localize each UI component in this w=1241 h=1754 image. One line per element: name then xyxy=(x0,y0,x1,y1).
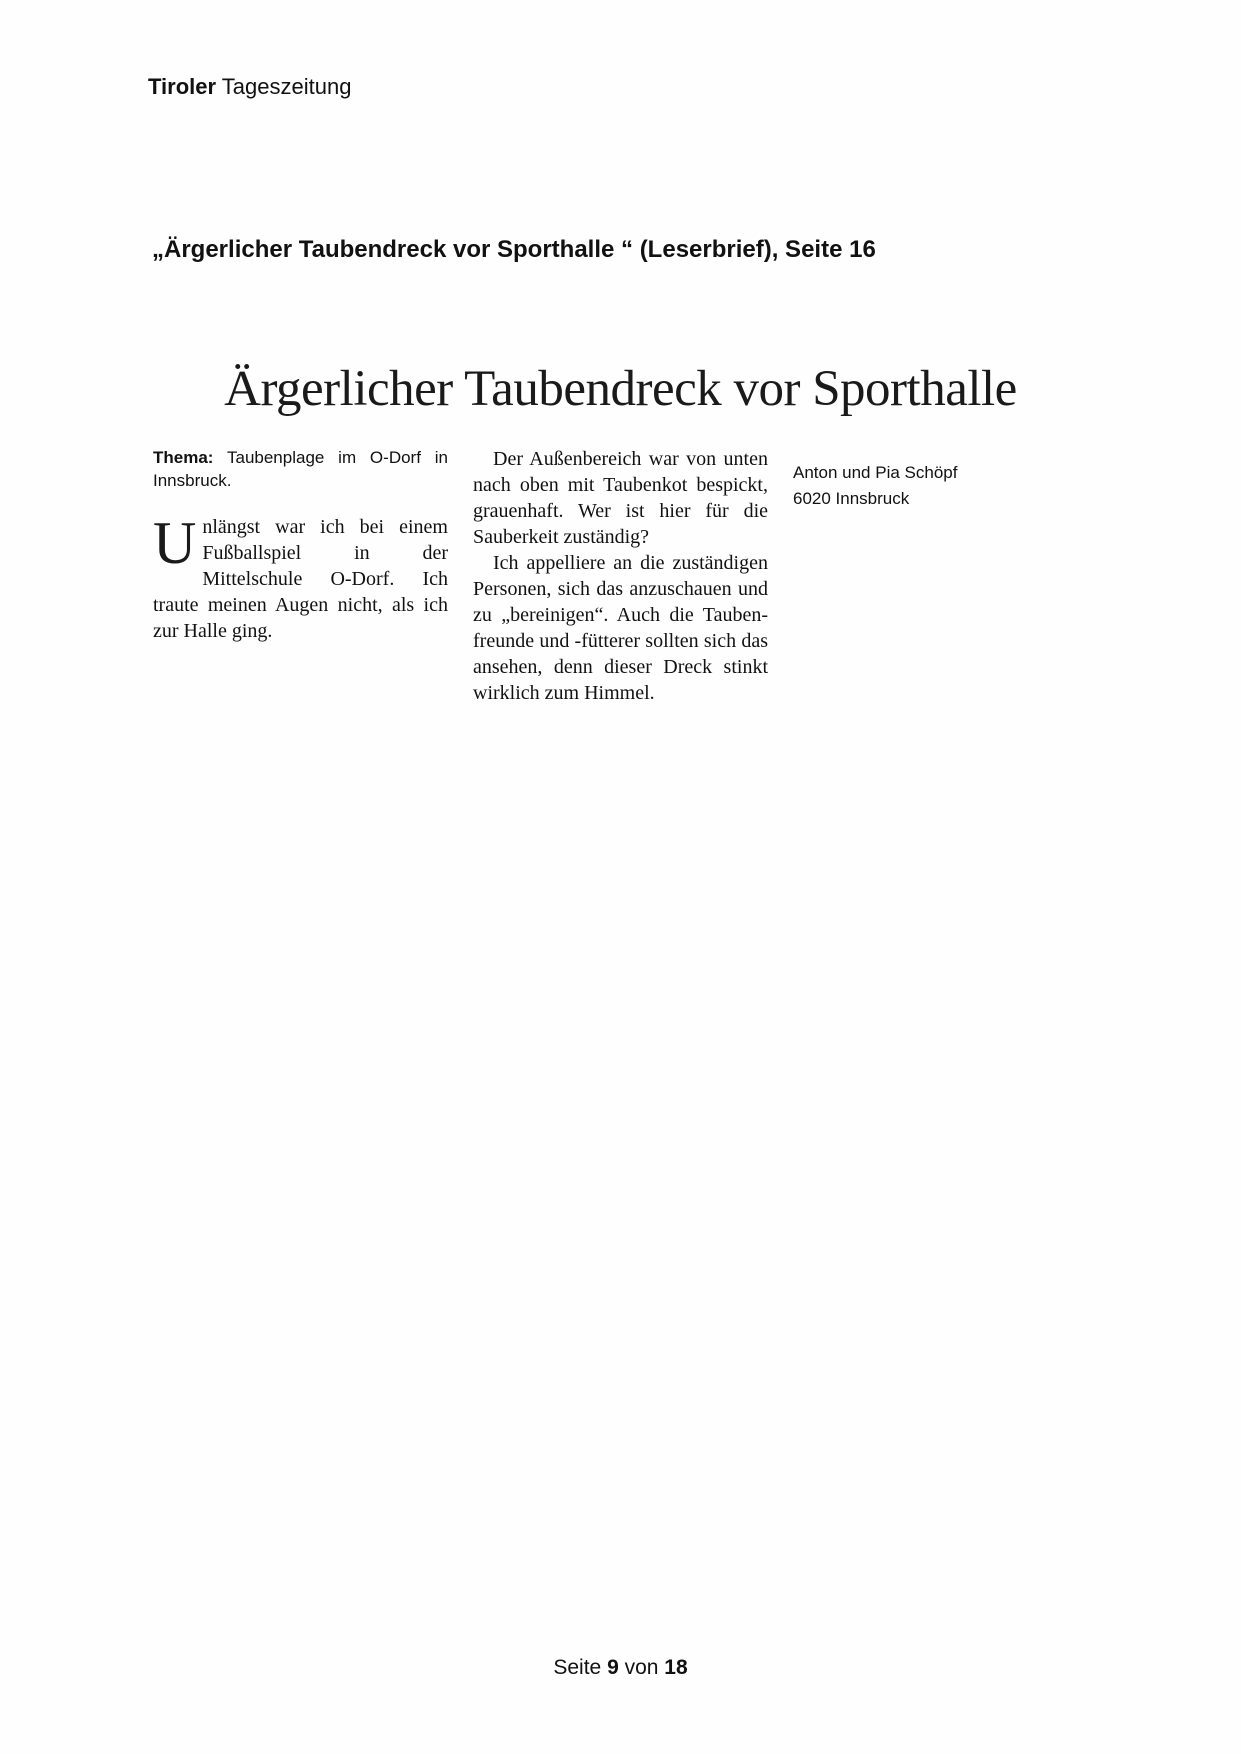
article-paragraph-3: Ich appelliere an die zuständigen Personen, sich das anzuschauen und zu „bereinigen“. Auch die Taubenfreunde und -fütterer sollten sich das ansehen, denn dieser Dreck stinkt wirklich zum Himmel. xyxy=(473,552,768,704)
paragraph-1-text: nlängst war ich bei einem Fußballspiel in der Mittelschule O-Dorf. Ich traute meinen Augen nicht, als ich zur Halle ging. xyxy=(153,516,448,642)
article-headline: Ärgerlicher Taubendreck vor Sporthalle xyxy=(224,361,1017,417)
article-clipping xyxy=(153,360,1088,706)
topic-label: Thema: xyxy=(153,448,214,467)
brand-bold: Tiroler xyxy=(148,74,217,99)
publication-header xyxy=(148,74,351,100)
article-column-3 xyxy=(793,446,1088,706)
brand-regular: Tageszeitung xyxy=(221,74,352,99)
article-column-2 xyxy=(473,446,768,706)
document-title: „Ärgerlicher Taubendreck vor Sporthalle “ (Leserbrief), Seite 16 xyxy=(152,236,876,263)
page-total: 18 xyxy=(664,1656,688,1679)
page-number xyxy=(0,1656,1241,1680)
article-column-1 xyxy=(153,446,448,706)
author-city: 6020 Innsbruck xyxy=(793,489,910,508)
author-name: Anton und Pia Schöpf xyxy=(793,463,958,482)
page-middle: von xyxy=(624,1656,659,1679)
topic-text: Taubenplage im O-Dorf in Innsbruck. xyxy=(153,448,448,490)
article-paragraph-2: Der Außenbereich war von unten nach oben mit Taubenkot bespickt, grauenhaft. Wer ist hier für die Sauberkeit zuständig? xyxy=(473,448,768,548)
article-columns xyxy=(153,446,1088,706)
article-paragraph-1 xyxy=(153,510,448,644)
topic-line xyxy=(153,446,448,492)
author-block xyxy=(793,460,1088,512)
page-prefix: Seite xyxy=(553,1656,602,1679)
page-current: 9 xyxy=(607,1656,619,1679)
drop-cap: U xyxy=(153,510,197,576)
